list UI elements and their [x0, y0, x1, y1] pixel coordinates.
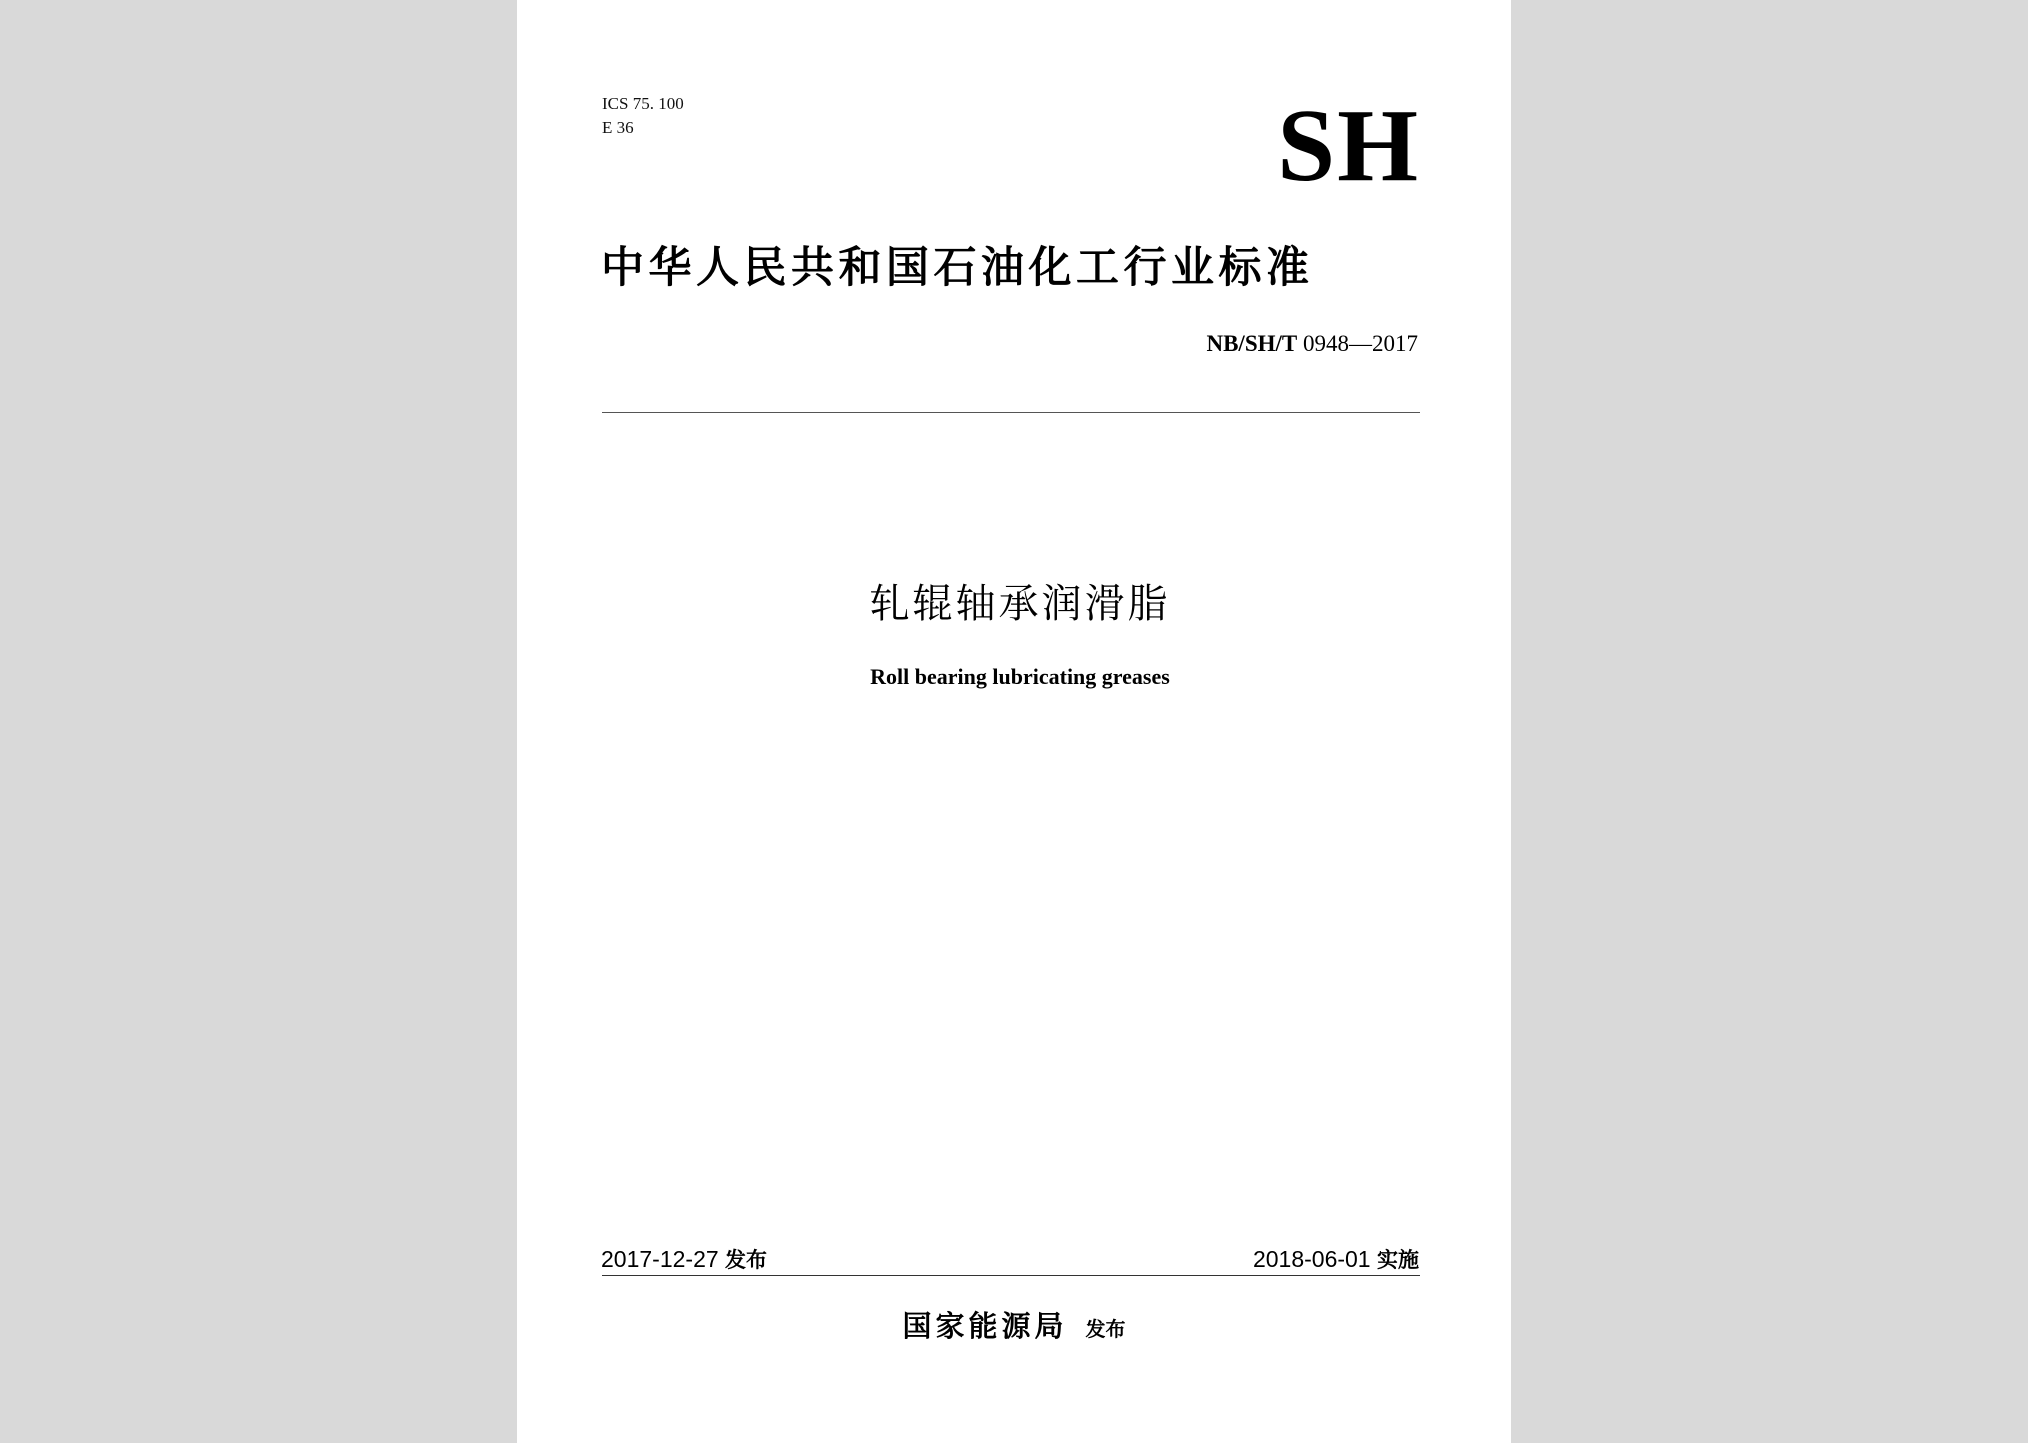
publisher-name: 国家能源局: [902, 1309, 1068, 1343]
issue-label: 发布: [725, 1248, 768, 1272]
document-title-cn: 轧辊轴承润滑脂: [869, 581, 1171, 627]
sh-logo: SH: [1277, 88, 1420, 203]
implementation-date-value: 2018-06-01: [1252, 1246, 1371, 1272]
standard-number: [1206, 329, 1418, 359]
standard-code: 0948—2017: [1297, 331, 1418, 356]
issue-date-value: 2017-12-27: [601, 1246, 719, 1272]
cover-page: [517, 0, 1511, 1443]
org-title: 中华人民共和国石油化工行业标准: [601, 243, 1314, 293]
top-divider: [602, 412, 1420, 413]
document-title-en: Roll bearing lubricating greases: [870, 664, 1170, 689]
implementation-label: 实施: [1377, 1248, 1419, 1272]
ccs-code: E 36: [602, 118, 634, 137]
standard-prefix: NB/SH/T: [1206, 331, 1298, 356]
classification-codes: [602, 92, 684, 140]
publisher-suffix: 发布: [1085, 1317, 1126, 1341]
ics-code: ICS 75. 100: [602, 94, 684, 113]
publisher: [517, 1306, 1511, 1346]
bottom-divider: [602, 1275, 1420, 1276]
issue-date: [601, 1244, 767, 1275]
implementation-date: [1253, 1244, 1419, 1275]
